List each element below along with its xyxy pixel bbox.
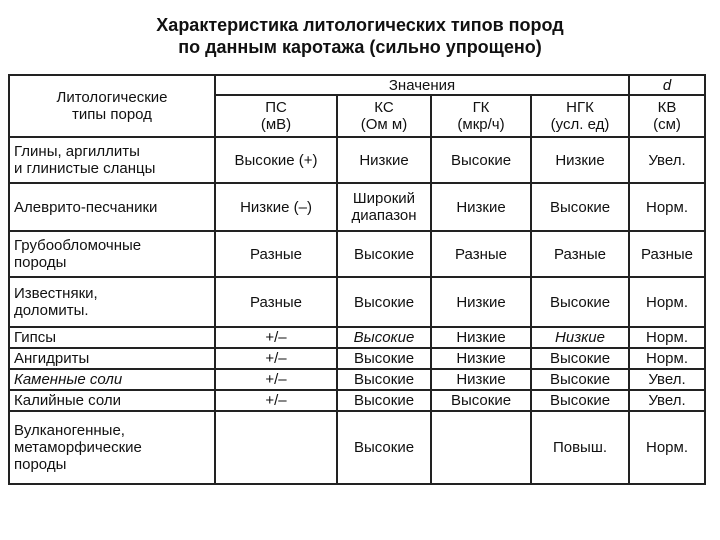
cell-ngk: Высокие xyxy=(531,348,629,369)
cell-ks: Низкие xyxy=(337,137,431,183)
cell-gk: Низкие xyxy=(431,183,531,231)
row-name-line: Глины, аргиллиты xyxy=(14,143,140,160)
row-name-line: и глинистые сланцы xyxy=(14,160,156,177)
cell-gk: Высокие xyxy=(431,390,531,411)
table-row xyxy=(9,137,705,183)
column-unit: (мкр/ч) xyxy=(457,116,505,133)
row-name-line: Вулканогенные, xyxy=(14,422,125,439)
column-name: ПС xyxy=(265,99,287,116)
row-name: Гипсы xyxy=(9,327,215,348)
cell-gk: Низкие xyxy=(431,348,531,369)
column-unit: (мВ) xyxy=(260,116,292,133)
cell-ks: Высокие xyxy=(337,411,431,484)
row-name-line: Грубообломочные xyxy=(14,237,142,254)
title-line-1: Характеристика литологических типов пород xyxy=(156,15,564,35)
row-name xyxy=(9,411,215,484)
row-name: Ангидриты xyxy=(9,348,215,369)
cell-gk: Высокие xyxy=(431,137,531,183)
cell-kv: Норм. xyxy=(629,411,705,484)
corner-label-line-2: типы пород xyxy=(72,106,152,123)
row-name-line: доломиты. xyxy=(14,302,89,319)
cell-ks: Широкий диапазон xyxy=(337,183,431,231)
cell-ks: Высокие xyxy=(337,277,431,327)
cell-ngk: Низкие xyxy=(531,137,629,183)
corner-label-line-1: Литологические xyxy=(56,89,168,106)
table-row xyxy=(9,390,705,411)
table-row xyxy=(9,183,705,231)
cell-ps: Высокие (+) xyxy=(215,137,337,183)
column-unit: (Ом м) xyxy=(360,116,408,133)
table-row xyxy=(9,348,705,369)
cell-ks: Высокие xyxy=(337,348,431,369)
column-header-ks xyxy=(337,95,431,137)
cell-ngk: Высокие xyxy=(531,369,629,390)
cell-kv: Увел. xyxy=(629,369,705,390)
row-name-line: Известняки, xyxy=(14,285,98,302)
table-row xyxy=(9,327,705,348)
column-name: КВ xyxy=(657,99,677,116)
row-name: Каменные соли xyxy=(9,369,215,390)
cell-ngk: Повыш. xyxy=(531,411,629,484)
lithology-table xyxy=(8,74,706,485)
document-title xyxy=(0,14,720,58)
cell-ps: +/– xyxy=(215,327,337,348)
cell-ps: Низкие (–) xyxy=(215,183,337,231)
row-name: Алеврито-песчаники xyxy=(9,183,215,231)
cell-kv: Разные xyxy=(629,231,705,277)
cell-ks: Высокие xyxy=(337,390,431,411)
row-name xyxy=(9,277,215,327)
cell-ps: +/– xyxy=(215,348,337,369)
cell-kv: Норм. xyxy=(629,183,705,231)
cell-gk: Разные xyxy=(431,231,531,277)
cell-gk xyxy=(431,411,531,484)
cell-ps: Разные xyxy=(215,277,337,327)
cell-ngk: Высокие xyxy=(531,183,629,231)
row-name: Калийные соли xyxy=(9,390,215,411)
table-row xyxy=(9,277,705,327)
cell-ps: +/– xyxy=(215,369,337,390)
column-unit: (усл. ед) xyxy=(550,116,610,133)
row-name-line: породы xyxy=(14,254,67,271)
column-unit: (см) xyxy=(653,116,681,133)
row-name-line: метаморфические xyxy=(14,439,142,456)
row-name xyxy=(9,231,215,277)
row-name xyxy=(9,137,215,183)
column-name: ГК xyxy=(472,99,490,116)
column-header-ngk xyxy=(531,95,629,137)
cell-gk: Низкие xyxy=(431,369,531,390)
cell-ks: Высокие xyxy=(337,369,431,390)
column-header-ps xyxy=(215,95,337,137)
cell-gk: Низкие xyxy=(431,277,531,327)
cell-ngk: Высокие xyxy=(531,390,629,411)
cell-kv: Норм. xyxy=(629,327,705,348)
cell-ps: Разные xyxy=(215,231,337,277)
table-row xyxy=(9,231,705,277)
group-header: Значения xyxy=(215,75,629,95)
column-header-gk xyxy=(431,95,531,137)
cell-kv: Норм. xyxy=(629,348,705,369)
cell-ks: Высокие xyxy=(337,231,431,277)
header-row-1 xyxy=(9,75,705,95)
cell-ps xyxy=(215,411,337,484)
cell-kv: Увел. xyxy=(629,137,705,183)
row-name-line: породы xyxy=(14,456,67,473)
column-name: КС xyxy=(374,99,394,116)
table-row xyxy=(9,369,705,390)
cell-ks: Высокие xyxy=(337,327,431,348)
cell-ngk: Разные xyxy=(531,231,629,277)
cell-ps: +/– xyxy=(215,390,337,411)
table-row xyxy=(9,411,705,484)
corner-header xyxy=(9,75,215,137)
cell-gk: Низкие xyxy=(431,327,531,348)
d-header: d xyxy=(629,75,705,95)
cell-ngk: Низкие xyxy=(531,327,629,348)
column-name: НГК xyxy=(566,99,594,116)
cell-kv: Норм. xyxy=(629,277,705,327)
column-header-kv xyxy=(629,95,705,137)
title-line-2: по данным каротажа (сильно упрощено) xyxy=(178,37,542,57)
cell-kv: Увел. xyxy=(629,390,705,411)
cell-ngk: Высокие xyxy=(531,277,629,327)
